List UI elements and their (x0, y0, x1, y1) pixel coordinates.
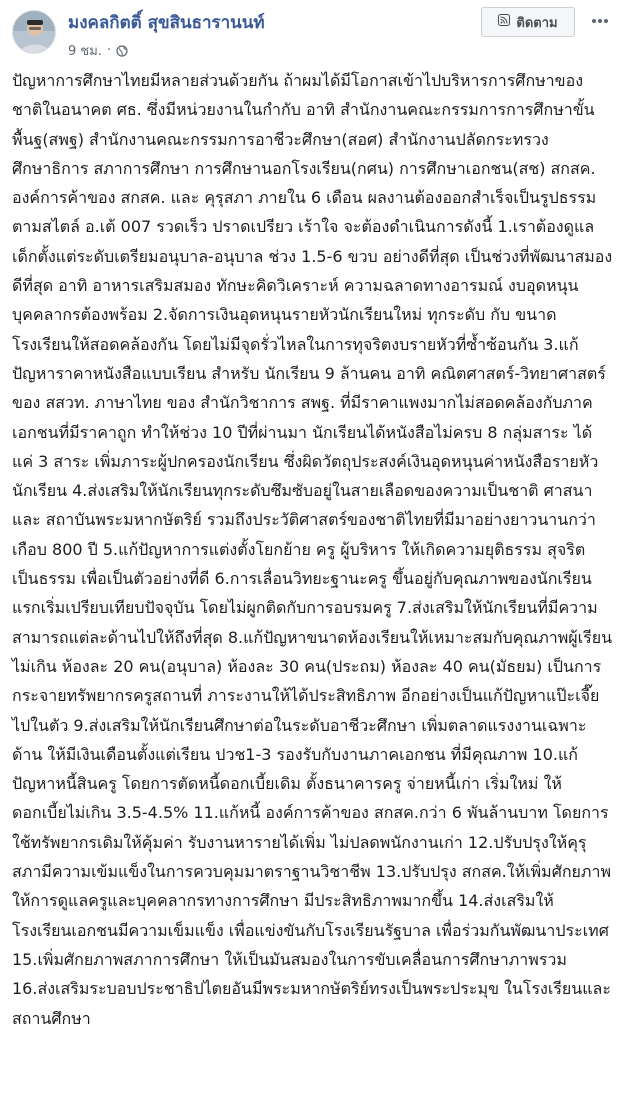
rss-feed-icon (498, 14, 510, 30)
post-timestamp[interactable]: 9 ชม. (68, 44, 102, 59)
avatar[interactable] (12, 10, 56, 54)
profile-photo (13, 11, 56, 54)
post-meta (68, 40, 128, 61)
globe-icon (116, 45, 128, 57)
more-options-icon[interactable] (586, 9, 614, 33)
follow-label: ติดตาม (516, 15, 558, 31)
post-body-text: ปัญหาการศึกษาไทยมีหลายส่วนด้วยกัน ถ้าผมได้มีโอกาสเข้าไปบริหารการศึกษาของชาติในอนาคต ศธ. ซึ่งมีหน่วยงานในกำกับ อาทิ สำนักงานคณะกรรมการการศึกษาขั้นพื้นฐ(สพฐ) สำนักงานคณะกรรมการอาชีวะศึกษา(สอศ) สำนักงานปลัดกระทรวงศึกษาธิการ สภาการศึกษา การศึกษานอกโรงเรียน(กศน) การศึกษาเอกชน(สช) สกสค. องค์การค้าของ สกสค. และ คุรุสภา ภายใน 6 เดือน ผลงานต้องออกสำเร็จเป็นรูปธรรม ตามสไตล์ อ.เต้ 007 รวดเร็ว ปราดเปรียว เร้าใจ จะต้องดำเนินการดังนี้ 1.เราต้องดูแลเด็กตั้งแต่ระดับเตรียมอนุบาล-อนุบาล ช่วง 1.5-6 ขวบ อย่างดีที่สุด เป็นช่วงที่พัฒนาสมองดีที่สุด อาทิ อาหารเสริมสมอง ทักษะคิดวิเคราะห์ ความฉลาดทางอารมณ์ งบอุดหนุน บุคคลากรต้องพร้อม 2.จัดการเงินอุดหนุนรายหัวนักเรียนใหม่ ทุกระดับ กับ ขนาดโรงเรียนให้สอดคล้องกัน โดยไม่มีจุดรั่วไหลในการทุจริตงบรายหัวที่ซ้ำซ้อนกัน 3.แก้ปัญหาราคาหนังสือแบบเรียน สำหรับ นักเรียน 9 ล้านคน อาทิ คณิตศาสตร์-วิทยาศาสตร์ ของ สสวท. ภาษาไทย ของ สำนักวิชาการ สพฐ. ที่มีราคาแพงมากไม่สอดคล้องกับภาคเอกชนที่มีราคาถูก ทำให้ช่วง 10 ปีที่ผ่านมา นักเรียนได้หนังสือไม่ครบ 8 กลุ่มสาระ ได้แค่ 3 สาระ เพิ่มภาระผู้ปกครองนักเรียน ซึ่งผิดวัตถุประสงค์เงินอุดหนุนค่าหนังสือรายหัวนักเรียน 4.ส่งเสริมให้นักเรียนทุกระดับซึมซับอยู่ในสายเลือดของความเป็นชาติ ศาสนา และ สถาบันพระมหากษัตริย์ รวมถึงประวัติศาสตร์ของชาติไทยที่มีมาอย่างยาวนานกว่าเกือบ 800 ปี 5.แก้ปัญหาการแต่งตั้งโยกย้าย ครู ผู้บริหาร ให้เกิดความยุติธรรม สุจริต เป็นธรรม เพื่อเป็นตัวอย่างที่ดี 6.การเลื่อนวิทยะฐานะครู ขึ้นอยู่กับคุณภาพของนักเรียนแรกเริ่มเปรียบเทียบปัจจุบัน โดยไม่ผูกติดกับการอบรมครู 7.ส่งเสริมให้นักเรียนที่มีความสามารถแต่ละด้านไปให้ถึงที่สุด 8.แก้ปัญหาขนาดห้องเรียนให้เหมาะสมกับคุณภาพผู้เรียนไม่เกิน ห้องละ 20 คน(อนุบาล) ห้องละ 30 คน(ประถม) ห้องละ 40 คน(มัธยม) เป็นการกระจายทรัพยากรครูสถานที่ ภาระงานให้ได้ประสิทธิภาพ อีกอย่างเป็นแก้ปัญหาแป๊ะเจี๊ยไปในตัว 9.ส่งเสริมให้นักเรียนศึกษาต่อในระดับอาชีวะศึกษา เพิ่มตลาดแรงงานเฉพาะด้าน ให้มีเงินเดือนตั้งแต่เรียน ปวช1-3 รองรับกับงานภาคเอกชน ที่มีคุณภาพ 10.แก้ปัญหาหนี้สินครู โดยการตัดหนี้ดอกเบี้ยเดิม ตั้งธนาคารครู จ่ายหนี้เก่า เริ่มใหม่ ให้ดอกเบี้ยไม่เกิน 3.5-4.5% 11.แก้หนี้ องค์การค้าของ สกสค.กว่า 6 พันล้านบาท โดยการใช้ทรัพยากรเดิมให้คุ้มค่า รับงานหารายได้เพิ่ม ไม่ปลดพนักงานเก่า 12.ปรับปรุงให้คุรุสภามีความเข้มแข็งในการควบคุมมาตราฐานวิชาชีพ 13.ปรับปรุง สกสค.ให้เพิ่มศักยภาพให้การดูแลครูและบุคคลากรทางการศึกษา มีประสิทธิภาพมากขึ้น 14.ส่งเสริมให้โรงเรียนเอกชนมีความเข็มแข็ง เพื่อแข่งขันกับโรงเรียนรัฐบาล เพื่อร่วมกันพัฒนาประเทศ 15.เพิ่มศักยภาพสภาการศึกษา ให้เป็นมันสมองในการขับเคลื่อนการศึกษาภาพรวม 16.ส่งเสริมระบอบประชาธิปไตยอันมีพระมหากษัตริย์ทรงเป็นพระประมุข ในโรงเรียนและสถานศึกษา (12, 71, 613, 1028)
follow-button[interactable] (481, 7, 575, 37)
author-name[interactable]: มงคลกิตติ์ สุขสินธารานนท์ (68, 13, 265, 33)
post-header (0, 0, 623, 68)
meta-separator: · (106, 43, 112, 58)
